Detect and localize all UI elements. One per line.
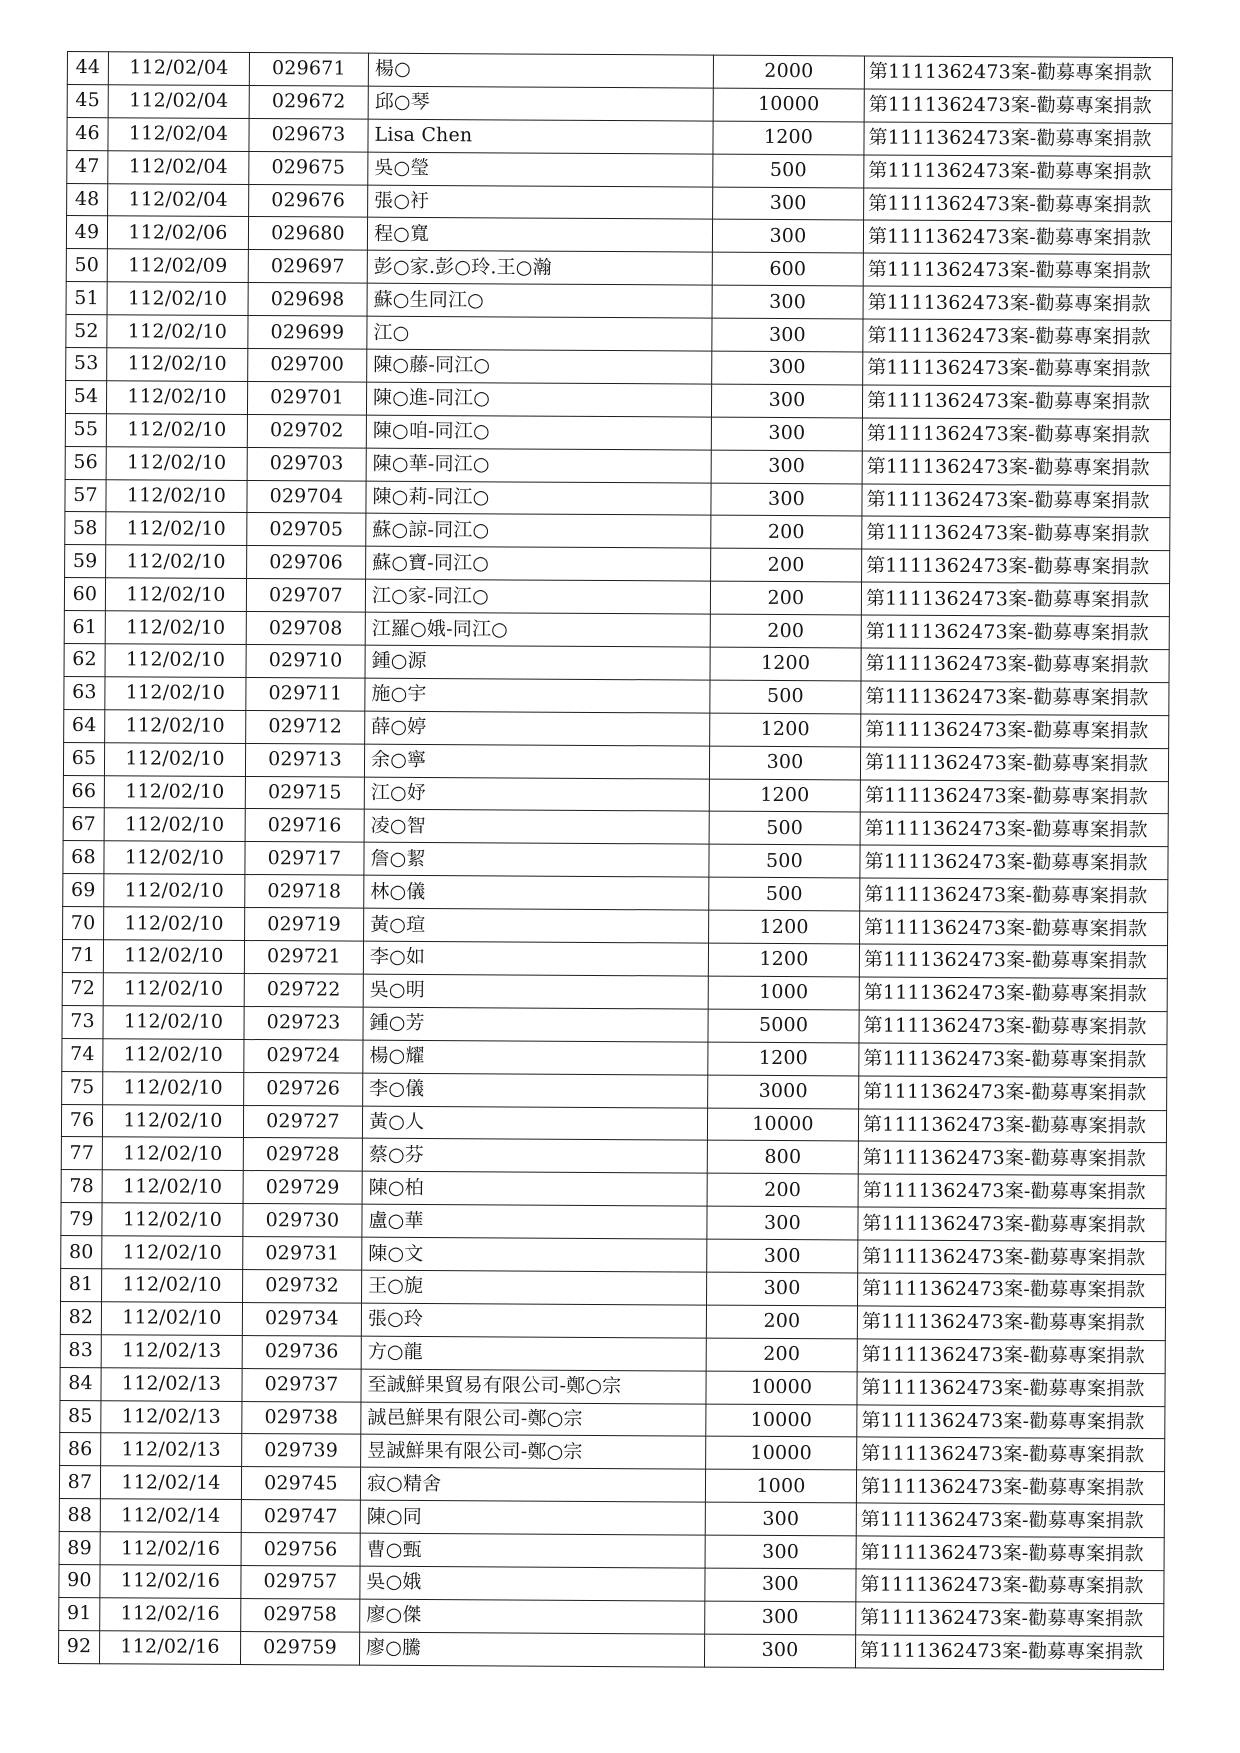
- receipt-number: 029702: [247, 414, 366, 448]
- receipt-number: 029671: [249, 53, 368, 87]
- donation-date: 112/02/13: [101, 1433, 242, 1467]
- row-number: 56: [65, 446, 106, 479]
- donor-name: 黃○瑄: [364, 908, 709, 943]
- donation-amount: 300: [705, 1535, 856, 1569]
- donor-name: 邱○琴: [368, 86, 713, 121]
- donation-date: 112/02/14: [100, 1499, 241, 1533]
- donor-name: 楊○: [368, 53, 713, 88]
- donation-date: 112/02/10: [103, 940, 244, 974]
- donation-date: 112/02/16: [99, 1630, 240, 1664]
- donation-amount: 3000: [708, 1075, 859, 1109]
- donation-date: 112/02/10: [106, 545, 247, 579]
- donation-amount: 300: [711, 450, 862, 484]
- row-number: 79: [61, 1203, 102, 1236]
- donor-name: 程○寬: [367, 218, 712, 253]
- donation-date: 112/02/10: [104, 808, 245, 842]
- receipt-number: 029716: [245, 809, 364, 843]
- donation-date: 112/02/10: [105, 611, 246, 645]
- donation-purpose: 第1111362473案-勸募專案捐款: [856, 1602, 1164, 1637]
- donation-purpose: 第1111362473案-勸募專案捐款: [858, 1273, 1166, 1308]
- donor-name: 黃○人: [362, 1106, 707, 1141]
- donation-amount: 10000: [706, 1436, 857, 1470]
- donation-date: 112/02/13: [101, 1334, 242, 1368]
- donation-amount: 300: [705, 1502, 856, 1536]
- donation-amount: 1200: [710, 647, 861, 681]
- row-number: 75: [62, 1071, 103, 1104]
- row-number: 53: [66, 348, 107, 381]
- donation-date: 112/02/10: [103, 1038, 244, 1072]
- receipt-number: 029717: [245, 842, 364, 876]
- donation-purpose: 第1111362473案-勸募專案捐款: [859, 944, 1167, 979]
- donation-purpose: 第1111362473案-勸募專案捐款: [862, 516, 1170, 551]
- receipt-number: 029703: [247, 447, 366, 481]
- receipt-number: 029718: [245, 875, 364, 909]
- donor-name: 江羅○娥-同江○: [365, 612, 710, 647]
- row-number: 71: [62, 940, 103, 973]
- table-row: [58, 1630, 1163, 1669]
- donor-name: 陳○同: [360, 1500, 705, 1535]
- donation-date: 112/02/10: [103, 1006, 244, 1040]
- row-number: 72: [62, 972, 103, 1005]
- donor-name: 楊○耀: [363, 1040, 708, 1075]
- donation-amount: 300: [711, 483, 862, 517]
- donation-amount: 300: [705, 1601, 856, 1635]
- receipt-number: 029758: [241, 1598, 360, 1632]
- receipt-number: 029759: [240, 1631, 359, 1665]
- donation-amount: 300: [707, 1272, 858, 1306]
- donation-purpose: 第1111362473案-勸募專案捐款: [857, 1339, 1165, 1374]
- row-number: 90: [59, 1564, 100, 1597]
- donation-amount: 200: [711, 516, 862, 550]
- donation-date: 112/02/10: [104, 742, 245, 776]
- row-number: 67: [63, 808, 104, 841]
- donation-amount: 1200: [708, 1042, 859, 1076]
- donation-amount: 300: [711, 417, 862, 451]
- row-number: 84: [60, 1367, 101, 1400]
- receipt-number: 029729: [243, 1171, 362, 1205]
- donation-amount: 300: [711, 384, 862, 418]
- row-number: 46: [67, 117, 108, 150]
- donation-purpose: 第1111362473案-勸募專案捐款: [859, 1076, 1167, 1111]
- receipt-number: 029731: [243, 1237, 362, 1271]
- donor-name: 廖○騰: [359, 1632, 704, 1667]
- donation-purpose: 第1111362473案-勸募專案捐款: [861, 714, 1169, 749]
- receipt-number: 029727: [243, 1105, 362, 1139]
- row-number: 51: [66, 282, 107, 315]
- receipt-number: 029700: [248, 349, 367, 383]
- receipt-number: 029739: [242, 1434, 361, 1468]
- donor-name: 寂○精舍: [360, 1467, 705, 1502]
- donation-purpose: 第1111362473案-勸募專案捐款: [864, 155, 1172, 190]
- donation-purpose: 第1111362473案-勸募專案捐款: [856, 1503, 1164, 1538]
- row-number: 49: [66, 216, 107, 249]
- receipt-number: 029707: [246, 579, 365, 613]
- donation-date: 112/02/10: [106, 479, 247, 513]
- donor-name: 李○如: [363, 941, 708, 976]
- row-number: 80: [61, 1236, 102, 1269]
- donation-date: 112/02/10: [104, 874, 245, 908]
- donation-amount: 10000: [706, 1404, 857, 1438]
- donation-amount: 1200: [710, 713, 861, 747]
- donation-purpose: 第1111362473案-勸募專案捐款: [858, 1207, 1166, 1242]
- donation-date: 112/02/10: [107, 282, 248, 316]
- row-number: 61: [64, 611, 105, 644]
- donor-name: 陳○藤-同江○: [367, 349, 712, 384]
- receipt-number: 029738: [242, 1401, 361, 1435]
- donation-date: 112/02/10: [104, 775, 245, 809]
- donor-name: 張○衧: [368, 185, 713, 220]
- donation-purpose: 第1111362473案-勸募專案捐款: [855, 1635, 1163, 1670]
- row-number: 73: [62, 1005, 103, 1038]
- donation-date: 112/02/16: [100, 1532, 241, 1566]
- donor-name: 江○: [367, 316, 712, 351]
- donation-purpose: 第1111362473案-勸募專案捐款: [863, 319, 1171, 354]
- receipt-number: 029726: [244, 1072, 363, 1106]
- row-number: 81: [61, 1268, 102, 1301]
- donation-amount: 300: [704, 1634, 855, 1668]
- row-number: 57: [65, 479, 106, 512]
- receipt-number: 029730: [243, 1204, 362, 1238]
- donor-name: 曹○甄: [360, 1533, 705, 1568]
- donor-name: 昱誠鮮果有限公司-鄭○宗: [361, 1435, 706, 1470]
- donation-amount: 200: [706, 1305, 857, 1339]
- donor-name: 陳○文: [362, 1237, 707, 1272]
- donation-amount: 1200: [709, 779, 860, 813]
- donor-name: 陳○進-同江○: [366, 382, 711, 417]
- donor-name: 凌○智: [364, 810, 709, 845]
- donor-name: 吳○娥: [360, 1566, 705, 1601]
- row-number: 54: [65, 380, 106, 413]
- donation-amount: 10000: [706, 1371, 857, 1405]
- donation-purpose: 第1111362473案-勸募專案捐款: [857, 1437, 1165, 1472]
- donation-purpose: 第1111362473案-勸募專案捐款: [864, 56, 1172, 91]
- donation-purpose: 第1111362473案-勸募專案捐款: [858, 1108, 1166, 1143]
- donor-name: 鍾○芳: [363, 1007, 708, 1042]
- donation-purpose: 第1111362473案-勸募專案捐款: [863, 286, 1171, 321]
- donation-date: 112/02/10: [103, 1071, 244, 1105]
- donation-amount: 800: [707, 1140, 858, 1174]
- receipt-number: 029711: [246, 677, 365, 711]
- donation-amount: 300: [712, 318, 863, 352]
- receipt-number: 029715: [245, 776, 364, 810]
- donation-amount: 1200: [709, 910, 860, 944]
- donation-purpose: 第1111362473案-勸募專案捐款: [859, 1010, 1167, 1045]
- donation-amount: 2000: [713, 55, 864, 89]
- row-number: 52: [66, 315, 107, 348]
- receipt-number: 029676: [249, 184, 368, 218]
- receipt-number: 029724: [244, 1039, 363, 1073]
- receipt-number: 029719: [245, 908, 364, 942]
- donor-name: 陳○咱-同江○: [366, 415, 711, 450]
- donation-amount: 200: [710, 614, 861, 648]
- row-number: 87: [59, 1466, 100, 1499]
- donation-amount: 1000: [708, 976, 859, 1010]
- donation-amount: 300: [712, 285, 863, 319]
- row-number: 55: [65, 413, 106, 446]
- row-number: 66: [63, 775, 104, 808]
- row-number: 62: [64, 644, 105, 677]
- donation-date: 112/02/10: [107, 315, 248, 349]
- donation-amount: 300: [705, 1568, 856, 1602]
- row-number: 44: [67, 52, 108, 85]
- row-number: 64: [64, 709, 105, 742]
- donation-purpose: 第1111362473案-勸募專案捐款: [859, 1043, 1167, 1078]
- donation-purpose: 第1111362473案-勸募專案捐款: [858, 1174, 1166, 1209]
- receipt-number: 029721: [244, 941, 363, 975]
- donation-purpose: 第1111362473案-勸募專案捐款: [859, 977, 1167, 1012]
- row-number: 65: [63, 742, 104, 775]
- donor-name: 陳○柏: [362, 1171, 707, 1206]
- row-number: 83: [60, 1334, 101, 1367]
- donation-purpose: 第1111362473案-勸募專案捐款: [857, 1306, 1165, 1341]
- donation-purpose: 第1111362473案-勸募專案捐款: [863, 220, 1171, 255]
- donation-amount: 500: [710, 680, 861, 714]
- row-number: 82: [60, 1301, 101, 1334]
- receipt-number: 029680: [248, 217, 367, 251]
- donation-date: 112/02/10: [105, 578, 246, 612]
- donation-amount: 10000: [707, 1108, 858, 1142]
- donation-purpose: 第1111362473案-勸募專案捐款: [862, 385, 1170, 420]
- donation-date: 112/02/10: [104, 841, 245, 875]
- donation-purpose: 第1111362473案-勸募專案捐款: [856, 1470, 1164, 1505]
- donation-amount: 200: [711, 548, 862, 582]
- row-number: 59: [65, 545, 106, 578]
- receipt-number: 029710: [246, 645, 365, 679]
- donor-name: 薛○婷: [365, 711, 710, 746]
- donation-purpose: 第1111362473案-勸募專案捐款: [861, 615, 1169, 650]
- donation-purpose: 第1111362473案-勸募專案捐款: [864, 188, 1172, 223]
- donation-date: 112/02/10: [106, 446, 247, 480]
- receipt-number: 029732: [243, 1269, 362, 1303]
- row-number: 91: [59, 1597, 100, 1630]
- donation-purpose: 第1111362473案-勸募專案捐款: [864, 122, 1172, 157]
- donation-purpose: 第1111362473案-勸募專案捐款: [861, 681, 1169, 716]
- receipt-number: 029737: [242, 1368, 361, 1402]
- donor-name: 陳○莉-同江○: [366, 481, 711, 516]
- row-number: 76: [61, 1104, 102, 1137]
- donation-amount: 200: [706, 1338, 857, 1372]
- row-number: 74: [62, 1038, 103, 1071]
- donor-name: 盧○華: [362, 1204, 707, 1239]
- donor-name: 鍾○源: [365, 645, 710, 680]
- donation-date: 112/02/13: [101, 1400, 242, 1434]
- donation-amount: 200: [707, 1173, 858, 1207]
- donation-purpose: 第1111362473案-勸募專案捐款: [864, 89, 1172, 124]
- donation-table-body: [58, 52, 1172, 1670]
- receipt-number: 029698: [248, 283, 367, 317]
- donation-purpose: 第1111362473案-勸募專案捐款: [860, 878, 1168, 913]
- receipt-number: 029672: [249, 85, 368, 119]
- donation-amount: 300: [707, 1206, 858, 1240]
- donation-date: 112/02/06: [107, 216, 248, 250]
- receipt-number: 029722: [244, 973, 363, 1007]
- donation-amount: 1000: [705, 1469, 856, 1503]
- donation-date: 112/02/10: [101, 1302, 242, 1336]
- donation-date: 112/02/14: [100, 1466, 241, 1500]
- donation-amount: 1200: [713, 121, 864, 155]
- receipt-number: 029734: [242, 1302, 361, 1336]
- donation-date: 112/02/10: [102, 1137, 243, 1171]
- donation-date: 112/02/10: [106, 381, 247, 415]
- donation-date: 112/02/10: [103, 973, 244, 1007]
- row-number: 47: [67, 150, 108, 183]
- row-number: 86: [60, 1433, 101, 1466]
- row-number: 68: [63, 841, 104, 874]
- donor-name: 李○儀: [363, 1073, 708, 1108]
- donation-purpose: 第1111362473案-勸募專案捐款: [861, 648, 1169, 683]
- donation-purpose: 第1111362473案-勸募專案捐款: [861, 582, 1169, 617]
- donor-name: 張○玲: [361, 1303, 706, 1338]
- row-number: 78: [61, 1170, 102, 1203]
- receipt-number: 029757: [241, 1565, 360, 1599]
- row-number: 85: [60, 1400, 101, 1433]
- donation-amount: 500: [709, 877, 860, 911]
- donation-date: 112/02/10: [102, 1203, 243, 1237]
- receipt-number: 029708: [246, 612, 365, 646]
- donor-name: 詹○絜: [364, 843, 709, 878]
- row-number: 58: [65, 512, 106, 545]
- receipt-number: 029697: [248, 250, 367, 284]
- receipt-number: 029723: [244, 1006, 363, 1040]
- donation-amount: 600: [712, 252, 863, 286]
- donation-date: 112/02/10: [102, 1236, 243, 1270]
- donation-date: 112/02/16: [100, 1598, 241, 1632]
- receipt-number: 029706: [247, 546, 366, 580]
- donor-name: 誠邑鮮果有限公司-鄭○宗: [361, 1402, 706, 1437]
- receipt-number: 029699: [248, 316, 367, 350]
- receipt-number: 029704: [247, 480, 366, 514]
- receipt-number: 029728: [243, 1138, 362, 1172]
- row-number: 70: [63, 907, 104, 940]
- receipt-number: 029736: [242, 1335, 361, 1369]
- donation-purpose: 第1111362473案-勸募專案捐款: [862, 451, 1170, 486]
- donation-date: 112/02/10: [105, 710, 246, 744]
- donor-name: 蔡○芬: [362, 1139, 707, 1174]
- receipt-number: 029713: [245, 743, 364, 777]
- donation-date: 112/02/10: [105, 677, 246, 711]
- donation-purpose: 第1111362473案-勸募專案捐款: [858, 1240, 1166, 1275]
- row-number: 69: [63, 874, 104, 907]
- donation-amount: 10000: [713, 88, 864, 122]
- donation-date: 112/02/10: [107, 348, 248, 382]
- donation-purpose: 第1111362473案-勸募專案捐款: [860, 845, 1168, 880]
- donation-date: 112/02/16: [100, 1565, 241, 1599]
- donor-name: 蘇○寶-同江○: [366, 547, 711, 582]
- donation-date: 112/02/04: [108, 150, 249, 184]
- donor-name: 彭○家.彭○玲.王○瀚: [367, 251, 712, 286]
- donor-name: 方○龍: [361, 1336, 706, 1371]
- donation-purpose: 第1111362473案-勸募專案捐款: [860, 747, 1168, 782]
- donor-name: 江○家-同江○: [365, 579, 710, 614]
- donation-date: 112/02/10: [106, 512, 247, 546]
- receipt-number: 029712: [246, 710, 365, 744]
- row-number: 48: [67, 183, 108, 216]
- donation-purpose: 第1111362473案-勸募專案捐款: [862, 549, 1170, 584]
- donor-name: 吳○瑩: [368, 152, 713, 187]
- donation-purpose: 第1111362473案-勸募專案捐款: [862, 418, 1170, 453]
- donation-date: 112/02/04: [108, 85, 249, 119]
- receipt-number: 029756: [241, 1533, 360, 1567]
- donation-purpose: 第1111362473案-勸募專案捐款: [858, 1141, 1166, 1176]
- row-number: 92: [58, 1630, 99, 1663]
- donation-amount: 500: [709, 844, 860, 878]
- donor-name: 王○旎: [362, 1270, 707, 1305]
- donation-amount: 1200: [708, 943, 859, 977]
- donation-amount: 500: [709, 812, 860, 846]
- donation-date: 112/02/04: [108, 118, 249, 152]
- donation-date: 112/02/04: [108, 52, 249, 86]
- donation-purpose: 第1111362473案-勸募專案捐款: [860, 812, 1168, 847]
- donation-date: 112/02/13: [101, 1367, 242, 1401]
- donation-purpose: 第1111362473案-勸募專案捐款: [857, 1404, 1165, 1439]
- donation-date: 112/02/10: [102, 1104, 243, 1138]
- receipt-number: 029675: [249, 151, 368, 185]
- donation-purpose: 第1111362473案-勸募專案捐款: [862, 484, 1170, 519]
- donor-name: Lisa Chen: [368, 119, 713, 154]
- donor-name: 蘇○生同江○: [367, 283, 712, 318]
- donation-date: 112/02/10: [104, 907, 245, 941]
- donation-purpose: 第1111362473案-勸募專案捐款: [863, 352, 1171, 387]
- donation-table: [58, 51, 1173, 1670]
- donor-name: 至誠鮮果貿易有限公司-鄭○宗: [361, 1369, 706, 1404]
- donation-date: 112/02/10: [102, 1269, 243, 1303]
- donation-amount: 300: [707, 1239, 858, 1273]
- receipt-number: 029701: [247, 381, 366, 415]
- row-number: 63: [64, 676, 105, 709]
- donation-purpose: 第1111362473案-勸募專案捐款: [863, 253, 1171, 288]
- donor-name: 林○儀: [364, 875, 709, 910]
- donor-name: 蘇○諒-同江○: [366, 514, 711, 549]
- donation-date: 112/02/10: [105, 644, 246, 678]
- donation-date: 112/02/09: [107, 249, 248, 283]
- row-number: 77: [61, 1137, 102, 1170]
- donation-amount: 5000: [708, 1009, 859, 1043]
- receipt-number: 029747: [241, 1500, 360, 1534]
- donation-date: 112/02/10: [106, 414, 247, 448]
- donor-name: 施○宇: [365, 678, 710, 713]
- row-number: 50: [66, 249, 107, 282]
- donor-name: 江○妤: [364, 777, 709, 812]
- donation-amount: 300: [709, 746, 860, 780]
- donation-amount: 300: [712, 351, 863, 385]
- donor-name: 余○寧: [364, 744, 709, 779]
- donor-name: 吳○明: [363, 974, 708, 1009]
- row-number: 60: [64, 578, 105, 611]
- receipt-number: 029673: [249, 118, 368, 152]
- donation-date: 112/02/04: [108, 183, 249, 217]
- donation-amount: 300: [712, 220, 863, 254]
- row-number: 45: [67, 84, 108, 117]
- donation-purpose: 第1111362473案-勸募專案捐款: [860, 911, 1168, 946]
- donation-purpose: 第1111362473案-勸募專案捐款: [860, 780, 1168, 815]
- receipt-number: 029745: [241, 1467, 360, 1501]
- donor-name: 廖○傑: [360, 1599, 705, 1634]
- donation-purpose: 第1111362473案-勸募專案捐款: [857, 1372, 1165, 1407]
- row-number: 89: [59, 1532, 100, 1565]
- receipt-number: 029705: [247, 513, 366, 547]
- donation-amount: 200: [710, 581, 861, 615]
- donation-amount: 300: [713, 187, 864, 221]
- donation-purpose: 第1111362473案-勸募專案捐款: [856, 1569, 1164, 1604]
- donation-purpose: 第1111362473案-勸募專案捐款: [856, 1536, 1164, 1571]
- donor-name: 陳○華-同江○: [366, 448, 711, 483]
- row-number: 88: [59, 1499, 100, 1532]
- donation-amount: 500: [713, 154, 864, 188]
- donation-date: 112/02/10: [102, 1170, 243, 1204]
